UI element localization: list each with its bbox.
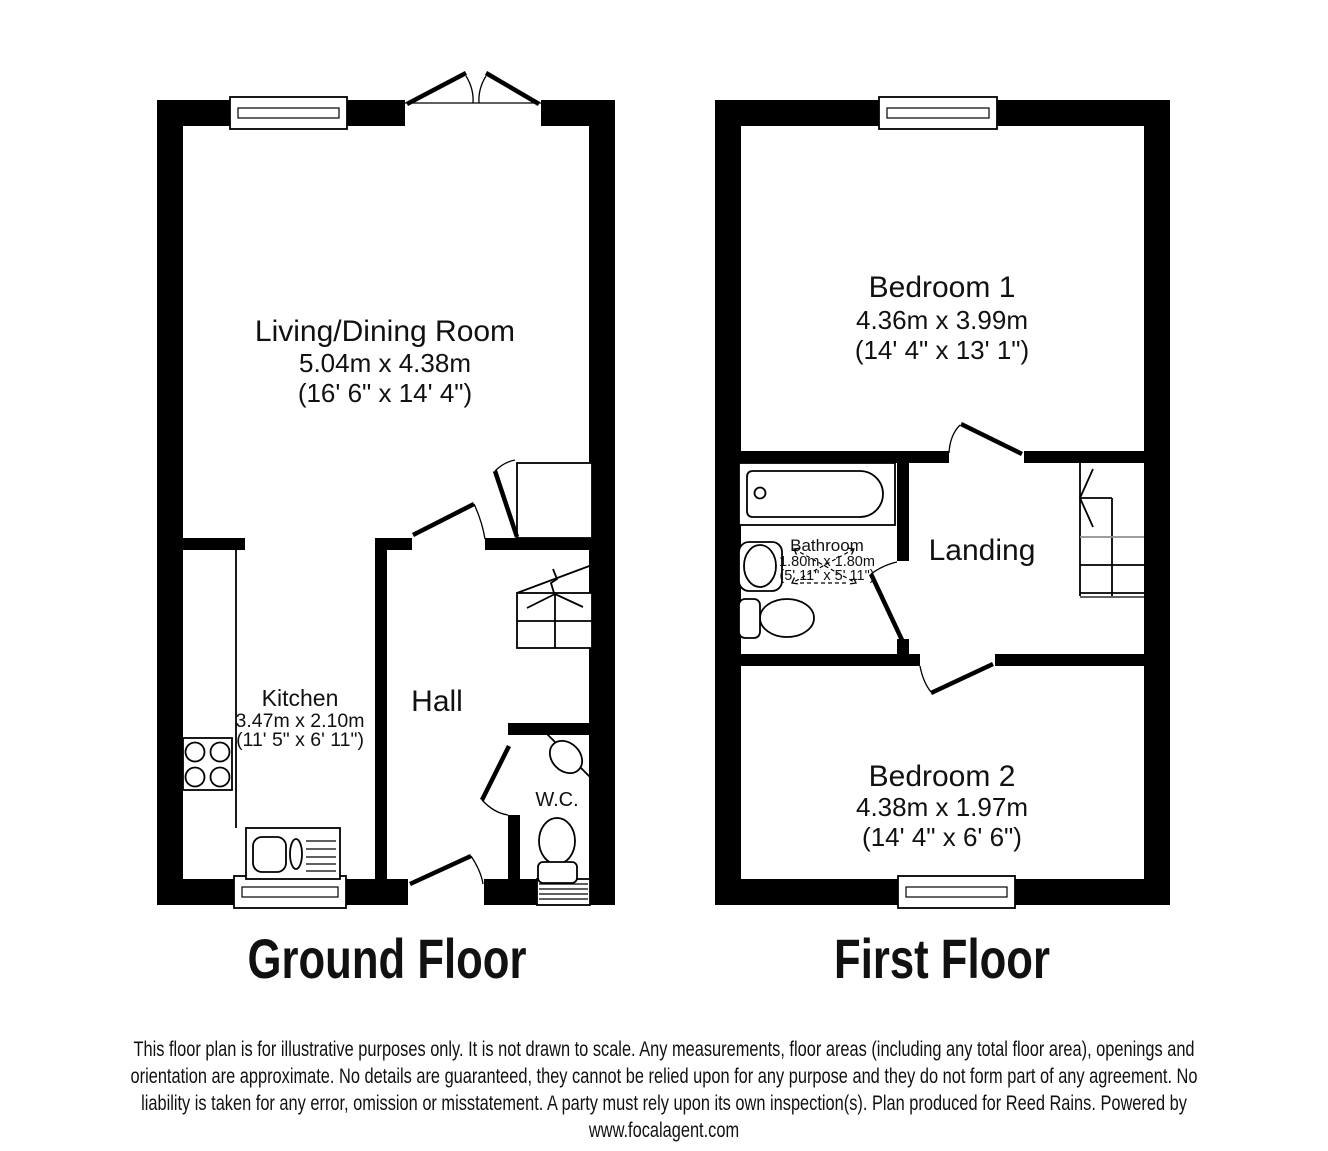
bedroom2-door bbox=[920, 664, 993, 693]
landing-stairs bbox=[1080, 463, 1144, 597]
bedroom2-window bbox=[898, 876, 1015, 908]
disclaimer-line-2: orientation are approximate. No details are guaranteed, they cannot be relied upon for any purpose and they do not form part of any agreement. No bbox=[130, 1064, 1198, 1088]
bedroom2-metric: 4.38m x 1.97m bbox=[856, 792, 1028, 822]
bathroom-toilet bbox=[739, 599, 814, 638]
ground-floor-title-group bbox=[248, 928, 527, 990]
disclaimer bbox=[131, 1037, 1198, 1141]
understairs-cupboard bbox=[495, 460, 592, 538]
landing-label: Landing bbox=[928, 534, 1036, 567]
wc-toilet bbox=[538, 818, 577, 883]
bedroom1-imperial: (14' 4" x 13' 1") bbox=[854, 335, 1030, 365]
disclaimer-line-1: This floor plan is for illustrative purposes only. It is not drawn to scale. Any measurements, floor areas (including any total floor area), openings and bbox=[133, 1037, 1195, 1061]
first-floor-title-group bbox=[834, 928, 1050, 990]
kitchen-label: Kitchen bbox=[261, 685, 339, 711]
living-room-window bbox=[230, 97, 347, 129]
living-dining-label: Living/Dining Room bbox=[254, 315, 516, 348]
ground-floor-title: Ground Floor bbox=[247, 927, 527, 991]
ground-floor-interior-walls bbox=[183, 538, 592, 879]
first-floor-title: First Floor bbox=[834, 927, 1050, 991]
front-door bbox=[410, 856, 483, 884]
wc-label: W.C. bbox=[535, 789, 579, 811]
ground-floor-stairs bbox=[517, 565, 592, 648]
kitchen-sink bbox=[246, 828, 340, 879]
kitchen-metric: 3.47m x 2.10m bbox=[235, 710, 365, 732]
bedroom1-door bbox=[949, 424, 1022, 454]
hob bbox=[183, 738, 232, 790]
kitchen-window bbox=[234, 876, 346, 908]
bedroom2-imperial: (14' 4" x 6' 6") bbox=[862, 822, 1022, 852]
bathroom-metric: 1.80m x 1.80m bbox=[779, 554, 875, 570]
living-dining-imperial: (16' 6" x 14' 4") bbox=[297, 378, 473, 408]
wc-door bbox=[482, 746, 509, 815]
french-doors bbox=[405, 73, 541, 104]
bathroom-basin bbox=[739, 542, 782, 591]
bedroom2-label: Bedroom 2 bbox=[868, 760, 1016, 793]
disclaimer-line-3: liability is taken for any error, omission or misstatement. A party must rely upon its own inspection(s). Plan produced for Reed Rains. Powered by bbox=[141, 1091, 1187, 1115]
bedroom1-label: Bedroom 1 bbox=[868, 271, 1016, 304]
bathroom-label: Bathroom bbox=[790, 536, 864, 555]
bathroom-imperial: (5' 11" x 5' 11") bbox=[779, 568, 875, 584]
living-hall-door bbox=[413, 504, 485, 539]
first-floor-plan bbox=[715, 97, 1170, 990]
wc-corner-basin bbox=[543, 734, 590, 780]
ground-floor-plan bbox=[157, 73, 615, 990]
bedroom1-metric: 4.36m x 3.99m bbox=[856, 305, 1028, 335]
bath bbox=[739, 463, 895, 525]
disclaimer-line-4: www.focalagent.com bbox=[588, 1118, 740, 1142]
bathroom-door bbox=[871, 562, 902, 640]
hall-label: Hall bbox=[411, 685, 463, 718]
bedroom1-window bbox=[879, 97, 997, 129]
living-dining-metric: 5.04m x 4.38m bbox=[299, 348, 471, 378]
kitchen-imperial: (11' 5" x 6' 11") bbox=[236, 729, 364, 751]
